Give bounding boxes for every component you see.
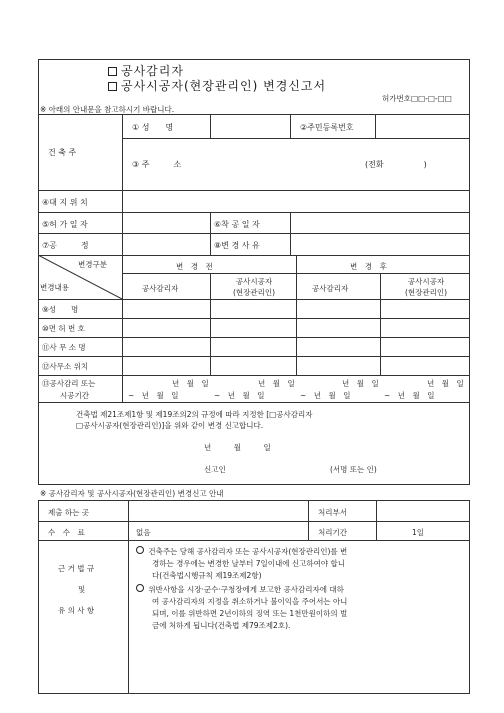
permit-date-label: ⑤허 가 일 자	[42, 220, 88, 229]
permit-number: 허가번호□□-□-□□	[382, 94, 452, 103]
period-after-contractor-start: 년 월 일	[427, 379, 464, 388]
fee-label: 수 수 료	[48, 528, 85, 537]
note-2-line-4: 금에 처하게 됩니다(건축법 제79조제2호).	[152, 621, 291, 630]
start-date-label: ⑥착 공 일 자	[214, 220, 260, 229]
period-label-1: ⑬공사감리 또는	[42, 379, 96, 388]
basis-label-1: 근 거 법 규	[58, 564, 95, 573]
note-2: 위반사항을 시장·군수·구청장에게 보고한 공사감리자에 대하	[136, 584, 344, 595]
declaration-line-1: 건축법 제21조제1항 및 제19조의2의 규정에 따라 지정한 [□공사감리자	[76, 410, 313, 419]
site-location-label: ④대 지 위 치	[42, 198, 88, 207]
title-supervisor: 공사감리자	[108, 62, 184, 79]
fee-value: 없음	[136, 528, 151, 537]
reason-label: ⑧변 경 사 유	[214, 241, 260, 250]
period-label-2: 시공기간	[60, 391, 89, 400]
circle-bullet-icon	[136, 584, 144, 592]
period-before-supervisor-start: 년 월 일	[172, 379, 209, 388]
period-before-contractor-start: 년 월 일	[258, 379, 295, 388]
period-after-supervisor-start: 년 월 일	[342, 379, 379, 388]
name-label: ① 성 명	[132, 123, 174, 132]
department-label: 처리부서	[318, 508, 347, 517]
change-content-label: 변경내용	[40, 283, 69, 292]
processing-period-label: 처리기간	[318, 528, 347, 537]
row-license-label: ⑩면 허 번 호	[42, 324, 85, 333]
checkbox-supervisor[interactable]	[108, 67, 117, 76]
address-label: ③ 주 소	[132, 160, 182, 169]
process-label: ⑦공 정	[42, 241, 89, 250]
submit-place-label: 제출 하는 곳	[48, 508, 89, 517]
signature-label: (서명 또는 인)	[330, 465, 377, 474]
basis-label-3: 유 의 사 항	[58, 606, 95, 615]
before-supervisor-header: 공사감리자	[142, 284, 179, 293]
row-office-name-label: ⑪사 무 소 명	[42, 343, 86, 352]
after-contractor-header: 공사시공자 (현장관리인)	[404, 277, 448, 297]
change-type-label: 변경구분	[78, 260, 107, 269]
note-1: 건축주는 당해 공사감리자 또는 공사시공자(현장관리인)를 변	[136, 546, 347, 557]
title-contractor: 공사시공자(현장관리인) 변경신고서	[108, 77, 326, 94]
declaration-date: 년 월 일	[204, 443, 271, 452]
processing-period-value: 1일	[412, 528, 425, 537]
period-after-contractor-end: ~ 년 월 일	[384, 391, 435, 400]
before-contractor-header: 공사시공자 (현장관리인)	[232, 277, 276, 297]
owner-label: 건 축 주	[48, 148, 77, 157]
notice-text: ※ 아래의 안내문을 참고하시기 바랍니다.	[40, 105, 175, 114]
period-before-supervisor-end: ~ 년 월 일	[128, 391, 179, 400]
rrn-label: ②주민등록번호	[300, 123, 354, 132]
period-before-contractor-end: ~ 년 월 일	[214, 391, 265, 400]
row-office-location-label: ⑫사무소 위치	[42, 362, 89, 371]
guide-title: ※ 공사감리자 및 공사시공자(현장관리인) 변경신고 안내	[40, 489, 224, 498]
row-name-label: ⑨성 명	[42, 305, 79, 314]
note-1-line-2: 경하는 경우에는 변경한 날부터 7일이내에 신고하여야 합니	[152, 559, 345, 568]
note-2-line-2: 여 공사감리자의 지정을 취소하거나 불이익을 주어서는 아니	[152, 597, 348, 606]
note-1-line-3: 다(건축법시행규칙 제19조제2항)	[152, 571, 262, 580]
phone-label: (전화 )	[365, 160, 427, 169]
after-header: 변 경 후	[350, 262, 387, 271]
after-supervisor-header: 공사감리자	[312, 284, 349, 293]
period-after-supervisor-end: ~ 년 월 일	[300, 391, 351, 400]
declaration-line-2: □공사시공자(현장관리인)]을 위와 같이 변경 신고합니다.	[76, 421, 264, 430]
signer-label: 신고인	[204, 465, 226, 474]
before-header: 변 경 전	[176, 262, 213, 271]
checkbox-contractor[interactable]	[108, 82, 117, 91]
note-2-line-3: 되며, 이를 위반하면 2년이하의 징역 또는 1천만원이하의 벌	[152, 609, 348, 618]
circle-bullet-icon	[136, 546, 144, 554]
basis-label-2: 및	[78, 585, 86, 594]
